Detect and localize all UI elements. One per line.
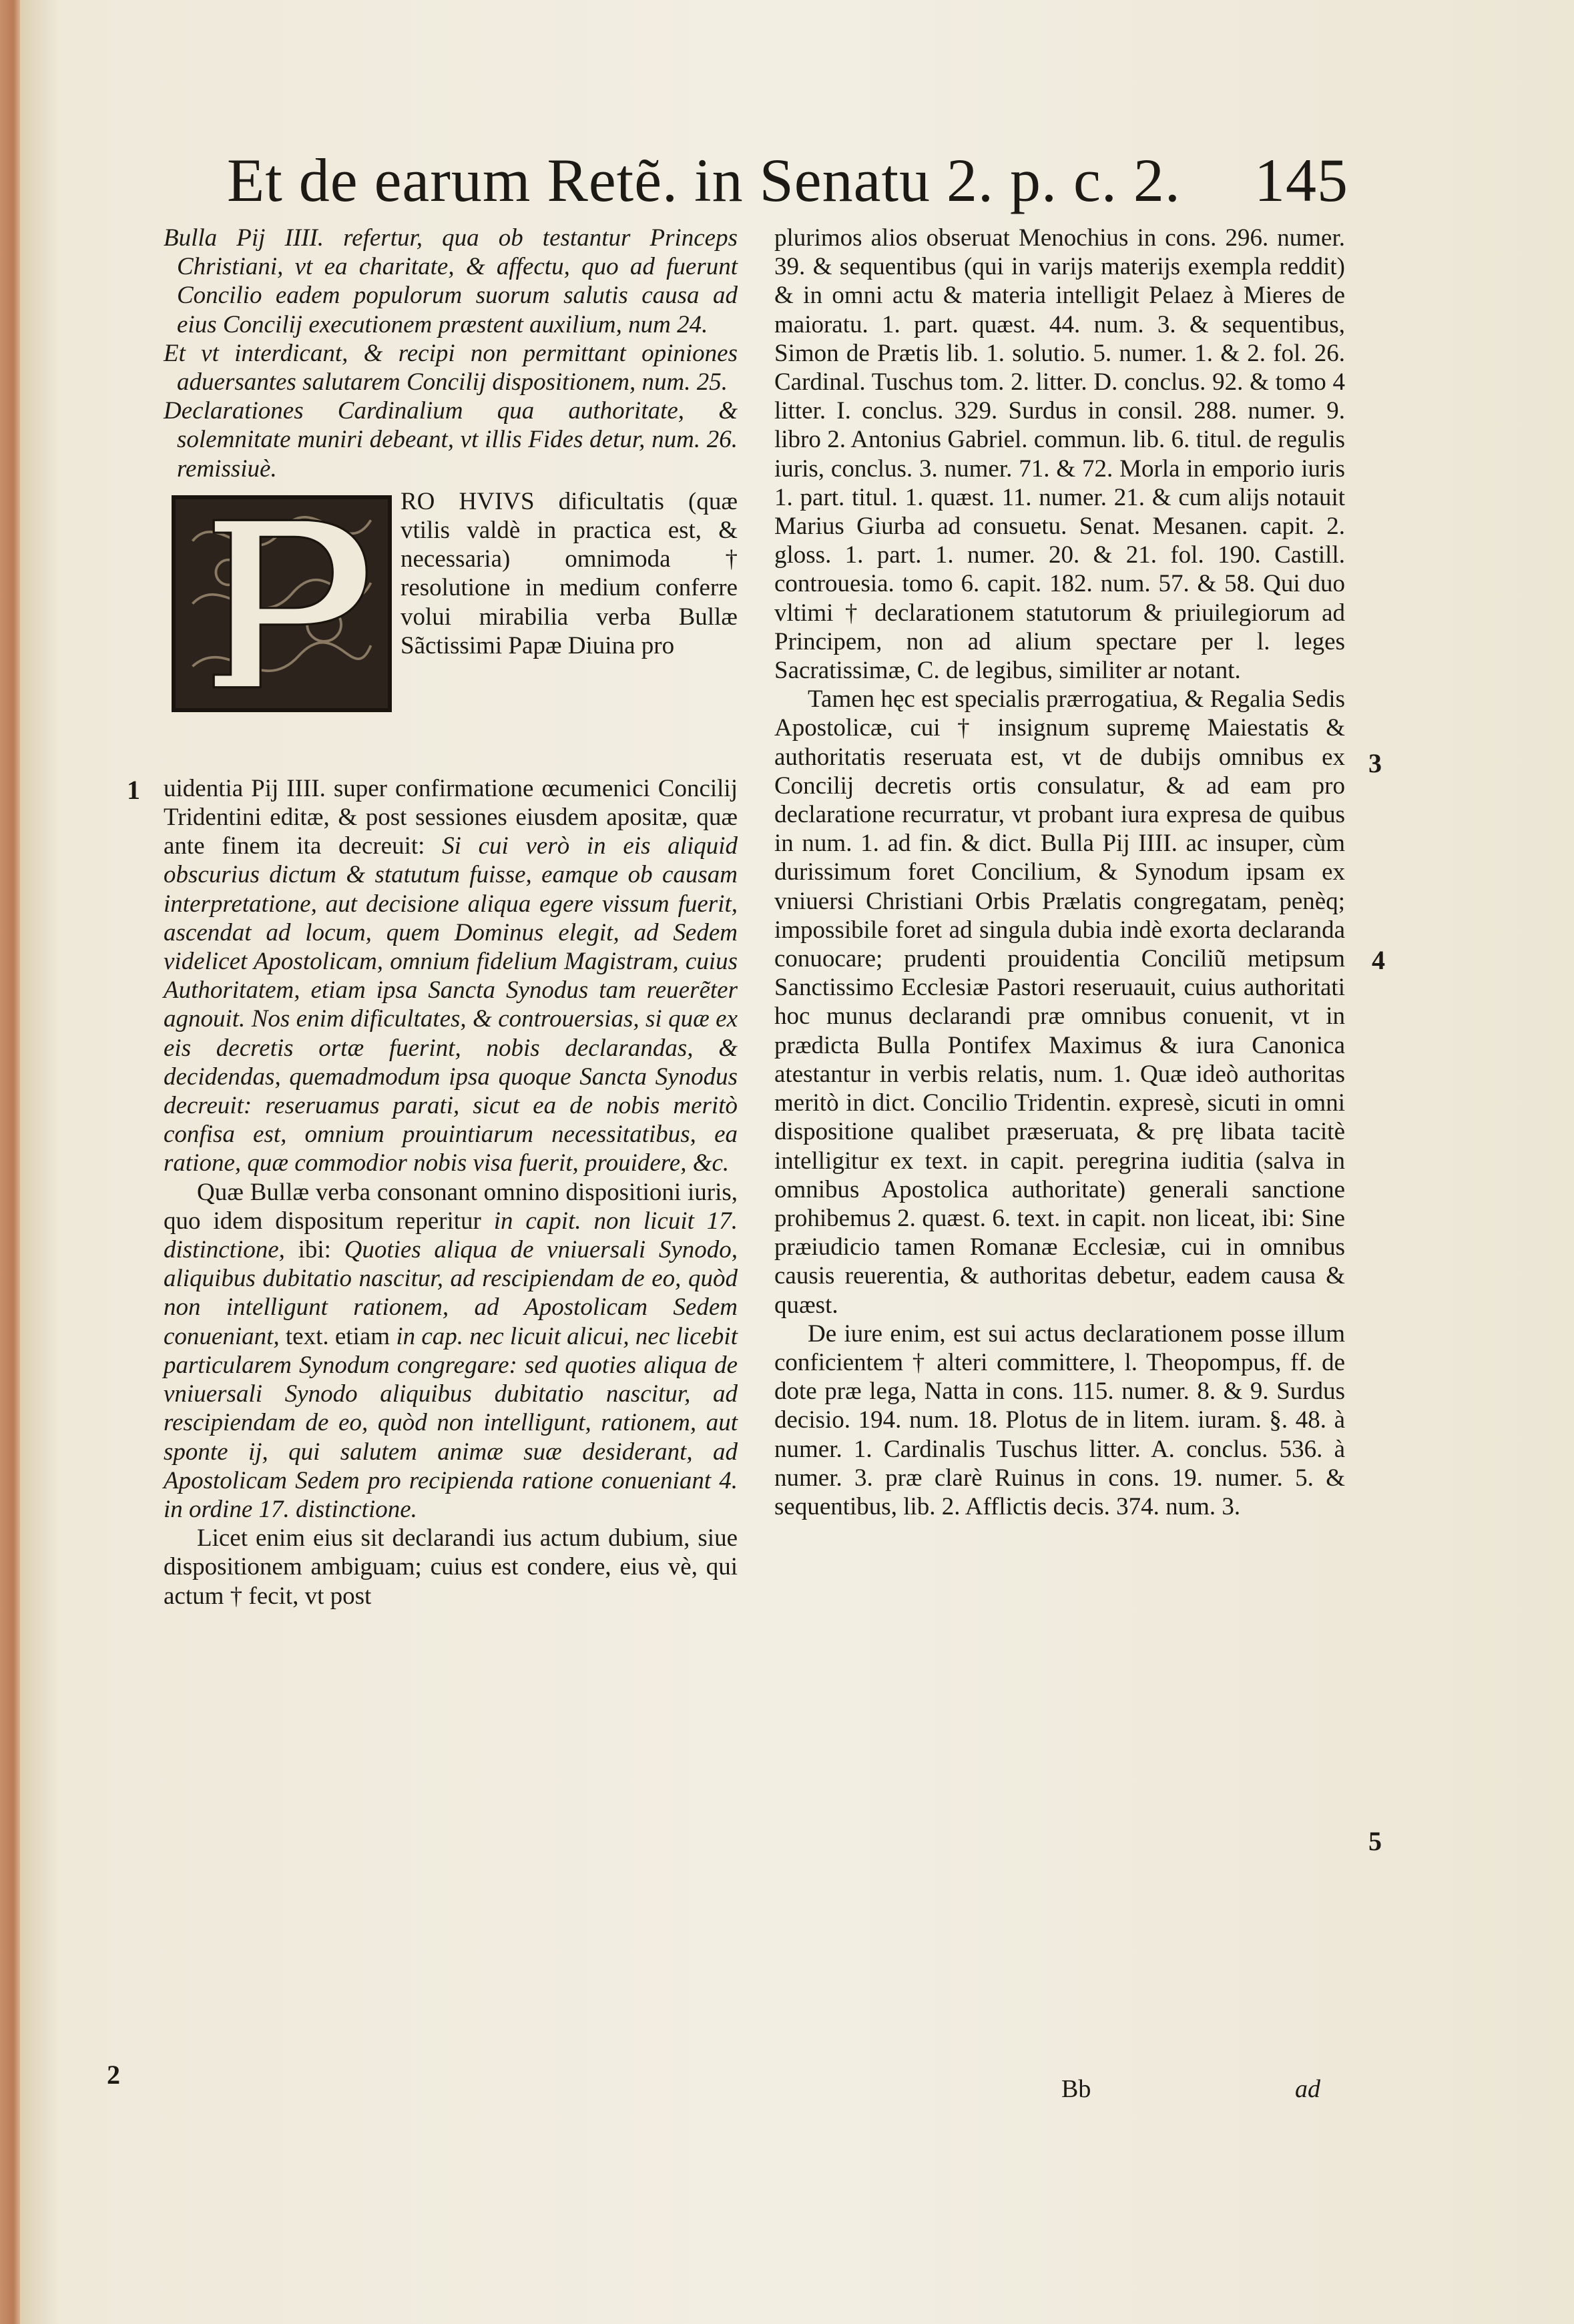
margin-number: 1 [127, 775, 140, 805]
summary-item: Bulla Pij IIII. refertur, qua ob testantur Princeps Christiani, vt ea charitate, & affectu, quo ad fuerunt Concilio eadem populorum suorum salutis causa ad eius Concilij executionem præstent auxilium, num 24. [164, 224, 738, 338]
text-run: Quæ Bullæ verba consonant omnino dispositioni iuris, quo idem dispositum reperitur [164, 1178, 738, 1235]
summary-list [164, 224, 738, 483]
text-run: text. etiam [285, 1322, 390, 1350]
paragraph-text [164, 774, 738, 1178]
catchword: ad [1295, 2075, 1320, 2103]
dropcap-paragraph-start: RO HVIVS dificultatis (quæ vtilis valdè in practica est, & necessaria) omnimoda † resolutione in medium conferre volui mirabilia verba Bullæ Sãctissimi Papæ Diuina pro [401, 487, 738, 659]
citation: in cap. nec licuit alicui, nec licebit particularem Synodum congregare: sed quoties aliqua de vniuersali Synodo aliquibus dubitatio nascitur, ad rescipiendam de eo, quòd non intelligunt, rationem, aut sponte ij, qui salutem animæ suæ desiderant, ad Apostolicam Sedem pro recipienda ratione conueniant 4. in ordine 17. distinctione. [164, 1322, 738, 1523]
margin-number: 2 [107, 2060, 120, 2090]
left-column [164, 224, 738, 1611]
quotation: Quoties aliqua de vniuersali Synodo, aliquibus dubitatio nascitur, ad rescipiendam de eo, quòd non intelligunt rationem, ad Apostolicam Sedem conueniant, [164, 1236, 738, 1350]
summary-item: Declarationes Cardinalium qua authoritate, & solemnitate muniri debeant, vt illis Fides detur, num. 26. remissiuè. [164, 397, 738, 483]
paragraph-text: Licet enim eius sit declarandi ius actum dubium, siue dispositionem ambiguam; cuius est condere, eius vè, qui actum † fecit, vt post [164, 1524, 738, 1610]
paragraph-text: De iure enim, est sui actus declarationem posse illum conficientem † alteri committere, l. Theopompus, ff. de dote præ lega, Natta in cons. 115. numer. 8. & 9. Surdus decisio. 194. num. 18. Plotus de in litem. iuram. §. 48. à numer. 1. Cardinalis Tuschus litter. A. conclus. 536. à numer. 3. præ clarè Ruinus in cons. 19. numer. 5. & sequentibus, lib. 2. Afflictis decis. 374. num. 3. [774, 1320, 1345, 1520]
dropcap-block [164, 487, 738, 774]
page-number: 145 [1254, 146, 1348, 214]
margin-number: 4 [1372, 945, 1385, 975]
running-title: Et de earum Retẽ. in Senatu 2. p. c. 2. [227, 146, 1181, 214]
text-run: ibi: [298, 1236, 331, 1264]
signature-mark: Bb [1061, 2075, 1091, 2103]
paragraph-text [164, 1178, 738, 1524]
margin-number: 3 [1368, 748, 1382, 778]
summary-item: Et vt interdicant, & recipi non permittant opiniones aduersantes salutarem Concilij dispositionem, num. 25. [164, 339, 738, 396]
book-spine-edge [0, 0, 20, 2324]
citation: in capit. non licuit 17. distinctione, [164, 1207, 738, 1264]
running-head [227, 143, 1348, 217]
margin-number: 5 [1368, 1826, 1382, 1856]
ornamental-initial-p [172, 495, 392, 712]
paragraph-text: Tamen hęc est specialis prærrogatiua, & Regalia Sedis Apostolicæ, cui † insignum supremę Maiestatis & authoritatis reseruata est, vt de dubijs omnibus ex Concilij decretis ortis consulatur, & ad eam pro declaratione recurratur, vt probant iura expresa de quibus in num. 1. ad fin. & dict. Bulla Pij IIII. ac insuper, cùm durissimum foret Concilium, & Synodum ipsam ex vniuersi Christiani Orbis Prælatis congregatam, penèq; impossibile foret ad singula dubia indè exorta declaranda conuocare; prudenti prouidentia Conciliũ metipsum Sanctissimo Ecclesiæ Pastori reseruauit, cuius authoritati hoc munus declarandi præ omnibus conuenit, vt in prædicta Bulla Pontifex Maximus & iura Canonica atestantur in verbis relatis, num. 1. Quæ ideò authoritas meritò in dict. Concilio Tridentin. expresè, sicuti in omni dispositione qualibet præseruata, & prę libata tacitè intelligitur ex text. in capit. peregrina iuditia (salva in omnibus Apostolica authoritate) generali sanctione prohibemus 2. quæst. 6. text. in capit. non liceat, ibi: Sine præiudicio tamen Romanæ Ecclesiæ, cui in omnibus causis reuerentia, & authoritas debetur, eadem causa & quæst. [774, 685, 1346, 1319]
paragraph-text: plurimos alios obseruat Menochius in cons. 296. numer. 39. & sequentibus (qui in varijs materijs exempla reddit) & in omni actu & materia intelligit Pelaez à Mieres de maioratu. 1. part. quæst. 44. num. 3. & sequentibus, Simon de Prætis lib. 1. solutio. 5. numer. 1. & 2. fol. 26. Cardinal. Tuschus tom. 2. litter. D. conclus. 92. & tomo 4 litter. I. conclus. 329. Surdus in consil. 288. numer. 9. libro 2. Antonius Gabriel. commun. lib. 6. titul. de regulis iuris, conclus. 3. numer. 71. & 72. Morla in emporio iuris 1. part. titul. 1. quæst. 11. numer. 21. & cum alijs notauit Marius Giurba ad consuetu. Senat. Mesanen. capit. 2. gloss. 1. part. 1. numer. 20. & 21. fol. 190. Castill. controuesia. tomo 6. capit. 182. num. 57. & 58. Qui duo vltimi † declarationem statutorum & priuilegiorum ad Principem, non ad alium spectare per l. leges Sacratissimæ, C. de legibus, similiter ar notant. [774, 224, 1345, 685]
quotation: Si cui verò in eis aliquid obscurius dictum & statutum fuisse, eamque ob causam interpretatione, aut decisione aliqua egere vissum fuerit, ascendat ad locum, quem Dominus elegit, ad Sedem videlicet Apostolicam, omnium fidelium Magistram, cuius Authoritatem, etiam ipsa Sancta Synodus tam reuerẽter agnouit. Nos enim dificultates, & controuersias, si quæ ex eis decretis ortæ fuerint, nobis declarandas, & decidendas, quemadmodum ipsa quoque Sancta Synodus decreuit: reseruamus parati, sicut ea de nobis meritò confisa est, omnium prouintiarum necessitatibus, ea ratione, quæ commodior nobis visa fuerit, prouidere, &c. [164, 832, 738, 1177]
right-column [774, 224, 1345, 1521]
text-run: uidentia Pij IIII. super confirmatione œcumenici Concilij Tridentini editæ, & post sessiones eiusdem apositæ, quæ ante finem ita decreuit: [164, 774, 738, 860]
